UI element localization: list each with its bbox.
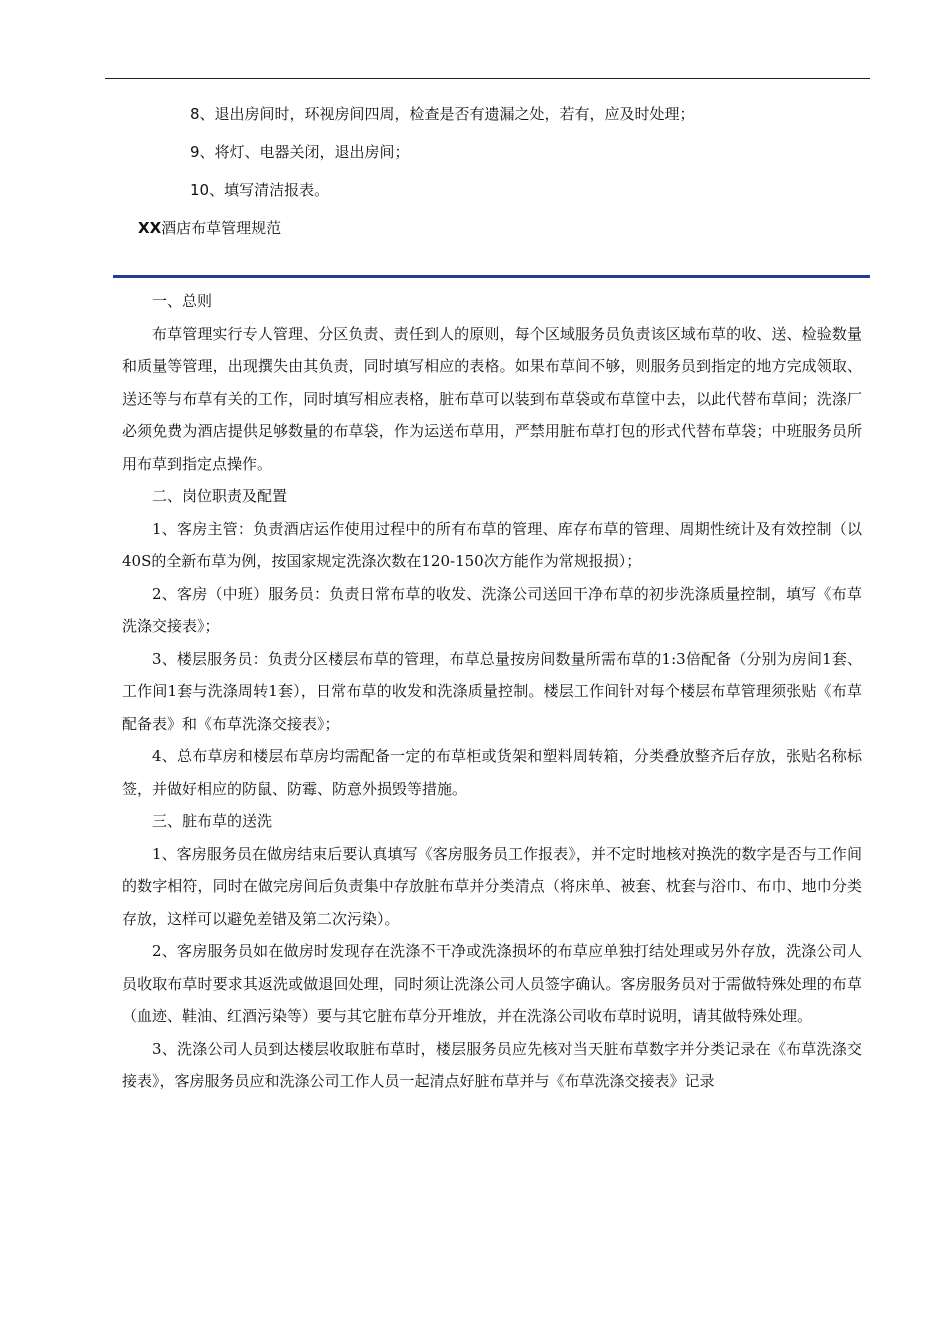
document-title [138,217,281,238]
paragraph: 1、客房主管：负责酒店运作使用过程中的所有布草的管理、库存布草的管理、周期性统计及有效控制（以40S的全新布草为例，按国家规定洗涤次数在120-150次方能作为常规报损）； [122,519,862,570]
list-item-text: 、退出房间时，环视房间四周，检查是否有遗漏之处，若有，应及时处理； [199,105,695,123]
document-title-prefix: XX [138,219,162,237]
list-item-number: 10 [190,181,210,199]
header-rule [105,78,870,79]
list-item [190,180,329,200]
section-heading: 一、总则 [152,292,213,310]
title-divider [113,275,870,278]
list-item-number: 9 [190,143,200,161]
paragraph: 3、洗涤公司人员到达楼层收取脏布草时，楼层服务员应先核对当天脏布草数字并分类记录在《布草洗涤交接表》，客房服务员应和洗涤公司工作人员一起清点好脏布草并与《布草洗涤交接表》记录 [122,1039,862,1090]
list-item [190,142,410,162]
list-item-text: 、填写清洁报表。 [209,181,330,199]
paragraph: 4、总布草房和楼层布草房均需配备一定的布草柜或货架和塑料周转箱，分类叠放整齐后存放，张贴名称标签，并做好相应的防鼠、防霉、防意外损毁等措施。 [122,747,862,798]
list-item-number: 8 [190,105,200,123]
list-item-text: 、将灯、电器关闭，退出房间； [199,143,410,161]
paragraph: 3、楼层服务员：负责分区楼层布草的管理，布草总量按房间数量所需布草的1:3倍配备（分别为房间1套、工作间1套与洗涤周转1套），日常布草的收发和洗涤质量控制。楼层工作间针对每个楼层布草管理须张贴《布草配备表》和《布草洗涤交接表》； [122,649,862,733]
document-body [122,285,862,1098]
list-item [190,104,695,124]
paragraph: 2、客房（中班）服务员：负责日常布草的收发、洗涤公司送回干净布草的初步洗涤质量控制，填写《布草洗涤交接表》； [122,584,862,635]
paragraph: 2、客房服务员如在做房时发现存在洗涤不干净或洗涤损坏的布草应单独打结处理或另外存放，洗涤公司人员收取布草时要求其返洗或做退回处理，同时须让洗涤公司人员签字确认。客房服务员对于需做特殊处理的布草（血迹、鞋油、红酒污染等）要与其它脏布草分开堆放，并在洗涤公司收布草时说明，请其做特殊处理。 [122,942,862,1025]
section-heading: 三、脏布草的送洗 [152,812,273,830]
paragraph: 布草管理实行专人管理、分区负责、责任到人的原则，每个区域服务员负责该区域布草的收、送、检验数量和质量等管理，出现撰失由其负责，同时填写相应的表格。如果布草间不够，则服务员到指定的地方完成领取、送还等与布草有关的工作，同时填写相应表格，脏布草可以装到布草袋或布草筐中去，以此代替布草间；洗涤厂必须免费为酒店提供足够数量的布草袋，作为运送布草用，严禁用脏布草打包的形式代替布草袋；中班服务员所用布草到指定点操作。 [122,324,862,473]
section-heading: 二、岗位职责及配置 [152,487,288,505]
document-title-text: 酒店布草管理规范 [161,219,282,237]
paragraph: 1、客房服务员在做房结束后要认真填写《客房服务员工作报表》，并不定时地核对换洗的数字是否与工作间的数字相符，同时在做完房间后负责集中存放脏布草并分类清点（将床单、被套、枕套与浴巾、布巾、地巾分类存放，这样可以避免差错及第二次污染）。 [122,844,862,928]
